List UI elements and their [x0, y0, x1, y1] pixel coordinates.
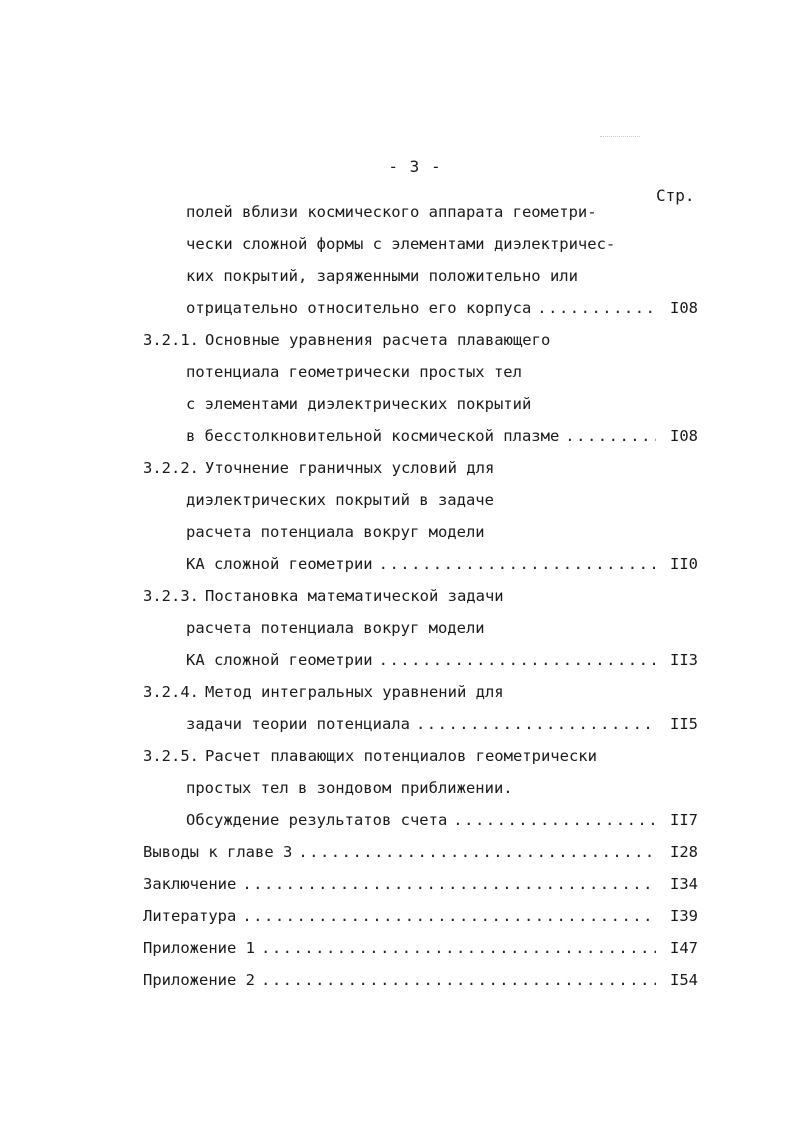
- toc-line: [143, 329, 703, 351]
- toc-text: Обсуждение результатов счета: [186, 811, 448, 829]
- toc-entry-row: [143, 969, 698, 991]
- toc-entry-row: [143, 937, 698, 959]
- toc-page-number: I39: [670, 907, 698, 925]
- toc-text: Основные уравнения расчета плавающего: [205, 331, 551, 349]
- toc-page-number: II7: [670, 811, 698, 829]
- toc-entry-row: [186, 425, 698, 447]
- toc-text: расчета потенциала вокруг модели: [186, 619, 485, 637]
- toc-entry-row: [143, 841, 698, 863]
- toc-entry-row: [143, 905, 698, 927]
- toc-text: простых тел в зондовом приближении.: [186, 779, 513, 797]
- pages-column-label: Стр.: [656, 186, 695, 205]
- toc-entry-row: [186, 809, 698, 831]
- toc-text: Расчет плавающих потенциалов геометрически: [205, 747, 597, 765]
- toc-line: [143, 745, 703, 767]
- toc-page-number: II5: [670, 715, 698, 733]
- toc-text: Литература: [143, 907, 237, 925]
- toc-text: расчета потенциала вокруг модели: [186, 523, 485, 541]
- leader-dots: [379, 649, 656, 671]
- toc-entry-row: [186, 297, 698, 319]
- toc-text: КА сложной геометрии: [186, 555, 373, 573]
- toc-line: [186, 361, 706, 383]
- toc-page-number: II0: [670, 555, 698, 573]
- toc-text: диэлектрических покрытий в задаче: [186, 491, 494, 509]
- toc-text: потенциала геометрически простых тел: [186, 363, 522, 381]
- toc-page-number: I34: [670, 875, 698, 893]
- toc-text: полей вблизи космического аппарата геометри-: [186, 203, 597, 221]
- leader-dots: [565, 425, 656, 447]
- leader-dots: [242, 905, 656, 927]
- toc-entry-row: [186, 553, 698, 575]
- toc-text: Постановка математической задачи: [205, 587, 504, 605]
- toc-page-number: I08: [670, 299, 698, 317]
- toc-text: Приложение 2: [143, 971, 255, 989]
- toc-text: Приложение 1: [143, 939, 255, 957]
- toc-text: Уточнение граничных условий для: [205, 459, 495, 477]
- section-number: 3.2.1.: [143, 331, 199, 349]
- toc-page-number: I08: [670, 427, 698, 445]
- leader-dots: [261, 969, 656, 991]
- toc-line: [186, 489, 706, 511]
- toc-line: [186, 521, 706, 543]
- page-number: - 3 -: [388, 157, 442, 176]
- leader-dots: [379, 553, 656, 575]
- toc-line: [186, 265, 706, 287]
- toc-entry-row: [186, 713, 698, 735]
- toc-line: [143, 457, 703, 479]
- toc-line: [143, 681, 703, 703]
- section-number: 3.2.3.: [143, 587, 199, 605]
- toc-line: [186, 777, 706, 799]
- toc-text: с элементами диэлектрических покрытий: [186, 395, 532, 413]
- toc-page-number: I54: [670, 971, 698, 989]
- leader-dots: [453, 809, 656, 831]
- leader-dots: [261, 937, 656, 959]
- toc-text: в бесстолкновительной космической плазме: [186, 427, 560, 445]
- toc-line: [186, 393, 706, 415]
- toc-page-number: I47: [670, 939, 698, 957]
- leader-dots: [537, 297, 656, 319]
- toc-line: [186, 233, 706, 255]
- leader-dots: [298, 841, 656, 863]
- toc-page-number: I28: [670, 843, 698, 861]
- toc-text: Заключение: [143, 875, 237, 893]
- toc-text: отрицательно относительно его корпуса: [186, 299, 532, 317]
- toc-text: задачи теории потенциала: [186, 715, 410, 733]
- toc-text: Выводы к главе 3: [143, 843, 293, 861]
- section-number: 3.2.5.: [143, 747, 199, 765]
- toc-line: [186, 617, 706, 639]
- toc-text: КА сложной геометрии: [186, 651, 373, 669]
- toc-line: [186, 201, 706, 223]
- section-number: 3.2.4.: [143, 683, 199, 701]
- toc-entry-row: [186, 649, 698, 671]
- leader-dots: [416, 713, 656, 735]
- toc-text: ких покрытий, заряженными положительно или: [186, 267, 578, 285]
- toc-page-number: II3: [670, 651, 698, 669]
- toc-line: [143, 585, 703, 607]
- toc-text: Метод интегральных уравнений для: [205, 683, 504, 701]
- toc-entry-row: [143, 873, 698, 895]
- section-number: 3.2.2.: [143, 459, 199, 477]
- toc-text: чески сложной формы с элементами диэлектричес-: [186, 235, 616, 253]
- leader-dots: [242, 873, 656, 895]
